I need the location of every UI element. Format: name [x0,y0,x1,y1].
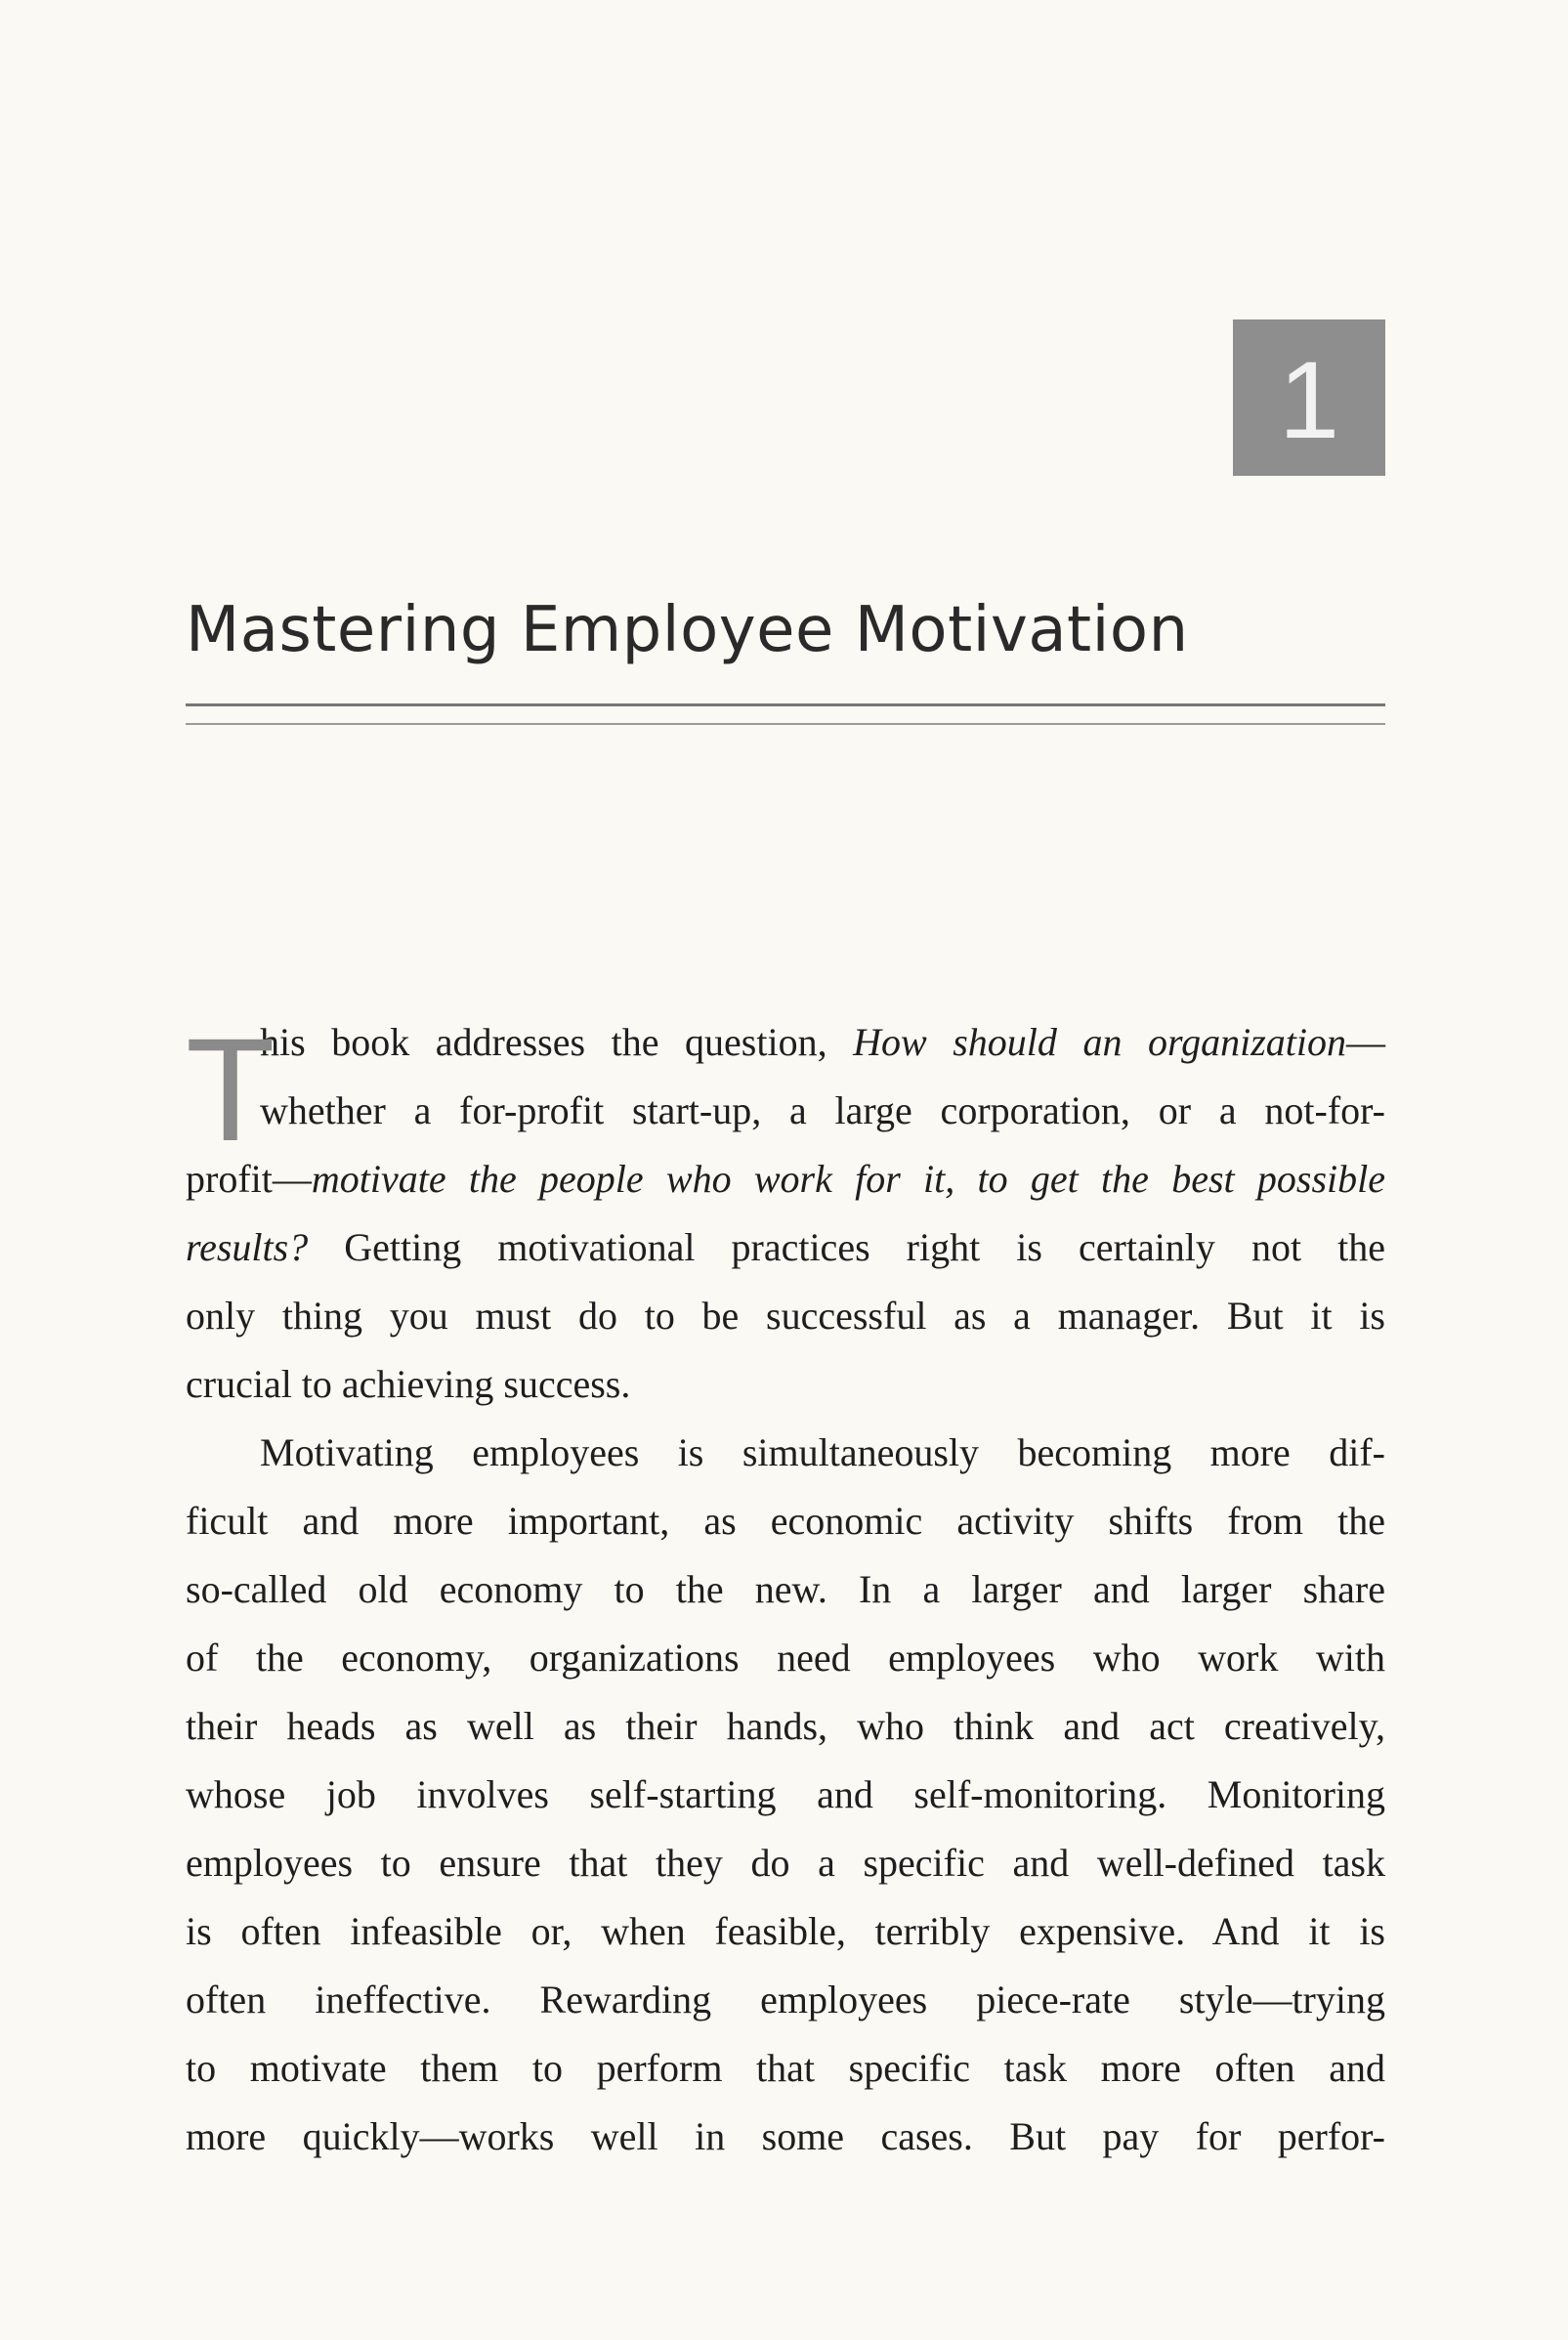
paragraph-1-line: whether a for-profit start-up, a large corporation, or a not-for- [260,1088,1385,1132]
paragraph-2-line: their heads as well as their hands, who think and act creatively, [186,1704,1385,1748]
title-rule-top [186,703,1385,706]
paragraph-2-line: to motivate them to perform that specific task more often and [186,2046,1385,2090]
body-text [186,1008,1385,2171]
paragraph-2-line: is often infeasible or, when feasible, terribly expensive. And it is [186,1909,1385,1953]
paragraph-2-line: more quickly—works well in some cases. But pay for perfor- [186,2114,1385,2158]
paragraph-1-line: profit—motivate the people who work for it, to get the best possible [186,1157,1385,1201]
paragraph-1-line: crucial to achieving success. [186,1362,631,1406]
paragraph-1-line: his book addresses the question, How should an organization— [260,1020,1386,1064]
paragraph-2-line: Motivating employees is simultaneously becoming more dif- [260,1430,1385,1474]
paragraph-2-line: whose job involves self-starting and self-monitoring. Monitoring [186,1772,1385,1816]
chapter-number: 1 [1278,339,1340,461]
paragraph-2-line: so-called old economy to the new. In a larger and larger share [186,1567,1385,1611]
paragraph-2-line: ficult and more important, as economic activity shifts from the [186,1499,1385,1543]
paragraph-1-line: only thing you must do to be successful as a manager. But it is [186,1294,1385,1338]
chapter-number-badge [1233,319,1385,476]
title-rule-bottom [186,723,1385,725]
paragraph-1-line: results? Getting motivational practices right is certainly not the [186,1225,1385,1269]
chapter-title: Mastering Employee Motivation [186,594,1189,666]
drop-cap: T [186,1007,275,1171]
paragraph-2-line: of the economy, organizations need employees who work with [186,1636,1385,1680]
paragraph-2-line: often ineffective. Rewarding employees piece-rate style—trying [186,1978,1385,2021]
paragraph-2-line: employees to ensure that they do a specific and well-defined task [186,1841,1385,1885]
